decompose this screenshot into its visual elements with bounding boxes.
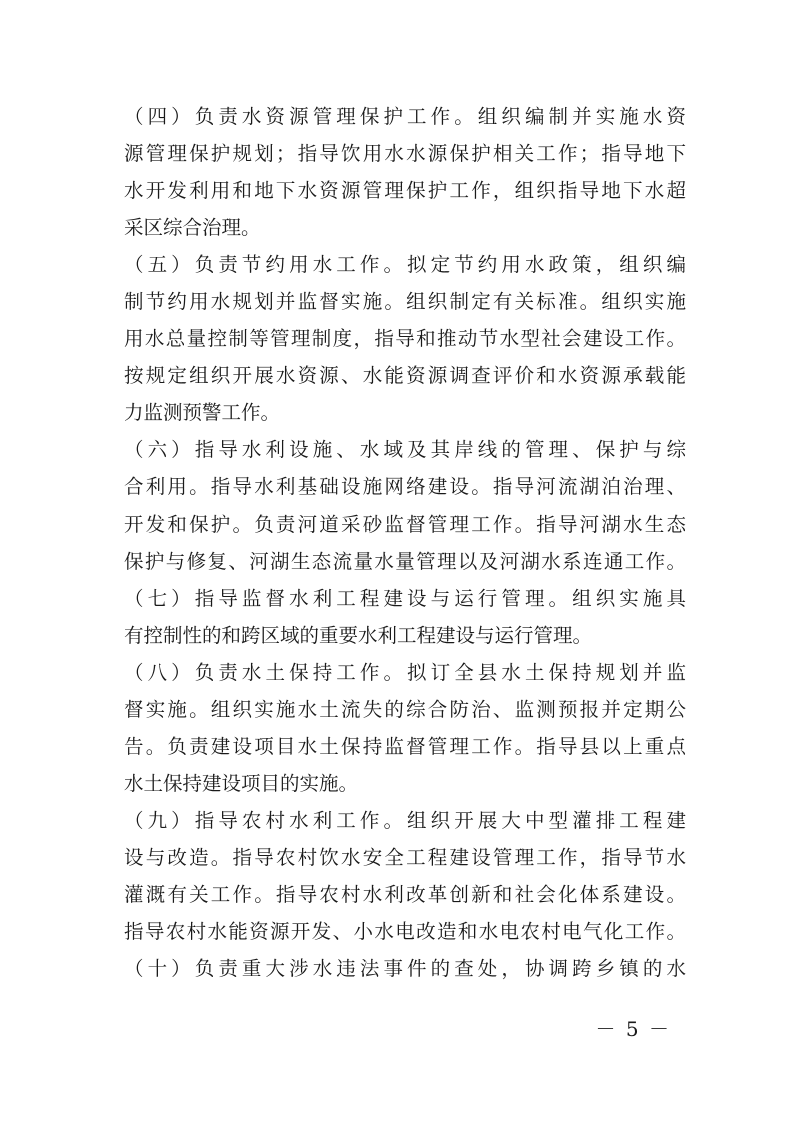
text-line: 源管理保护规划；指导饮用水水源保护相关工作；指导地下 [124, 142, 686, 166]
text-line: 督实施。组织实施水土流失的综合防治、监测预报并定期公 [124, 697, 686, 721]
text-line: 开发和保护。负责河道采砂监督管理工作。指导河湖水生态 [124, 512, 686, 536]
text-line: （十）负责重大涉水违法事件的查处，协调跨乡镇的水 [124, 957, 686, 981]
text-line: （四）负责水资源管理保护工作。组织编制并实施水资 [124, 105, 686, 128]
text-line: 制节约用水规划并监督实施。组织制定有关标准。组织实施 [124, 290, 686, 314]
text-line: 有控制性的和跨区域的重要水利工程建设与运行管理。 [124, 623, 593, 647]
text-line: 采区综合治理。 [124, 216, 261, 240]
text-line: （八）负责水土保持工作。拟订全县水土保持规划并监 [124, 660, 686, 684]
text-line: （六）指导水利设施、水域及其岸线的管理、保护与综 [124, 438, 686, 462]
text-line: （九）指导农村水利工作。组织开展大中型灌排工程建 [124, 808, 686, 832]
text-line: 保护与修复、河湖生态流量水量管理以及河湖水系连通工作。 [124, 549, 686, 573]
text-line: 合利用。指导水利基础设施网络建设。指导河流湖泊治理、 [124, 475, 686, 499]
text-line: 力监测预警工作。 [124, 401, 281, 425]
text-line: 水开发利用和地下水资源管理保护工作，组织指导地下水超 [124, 179, 686, 203]
text-line: 告。负责建设项目水土保持监督管理工作。指导县以上重点 [124, 734, 686, 758]
text-line: （五）负责节约用水工作。拟定节约用水政策，组织编 [124, 253, 686, 277]
body-text [124, 98, 686, 987]
page-number: － 5 － [595, 1017, 671, 1041]
text-line: 按规定组织开展水资源、水能资源调查评价和水资源承载能 [124, 364, 686, 388]
text-line: 水土保持建设项目的实施。 [124, 771, 359, 795]
text-line: 设与改造。指导农村饮水安全工程建设管理工作，指导节水 [124, 845, 686, 869]
text-line: （七）指导监督水利工程建设与运行管理。组织实施具 [124, 586, 686, 610]
text-line: 用水总量控制等管理制度，指导和推动节水型社会建设工作。 [124, 327, 686, 351]
text-line: 灌溉有关工作。指导农村水利改革创新和社会化体系建设。 [124, 882, 686, 906]
text-line: 指导农村水能资源开发、小水电改造和水电农村电气化工作。 [124, 920, 686, 944]
